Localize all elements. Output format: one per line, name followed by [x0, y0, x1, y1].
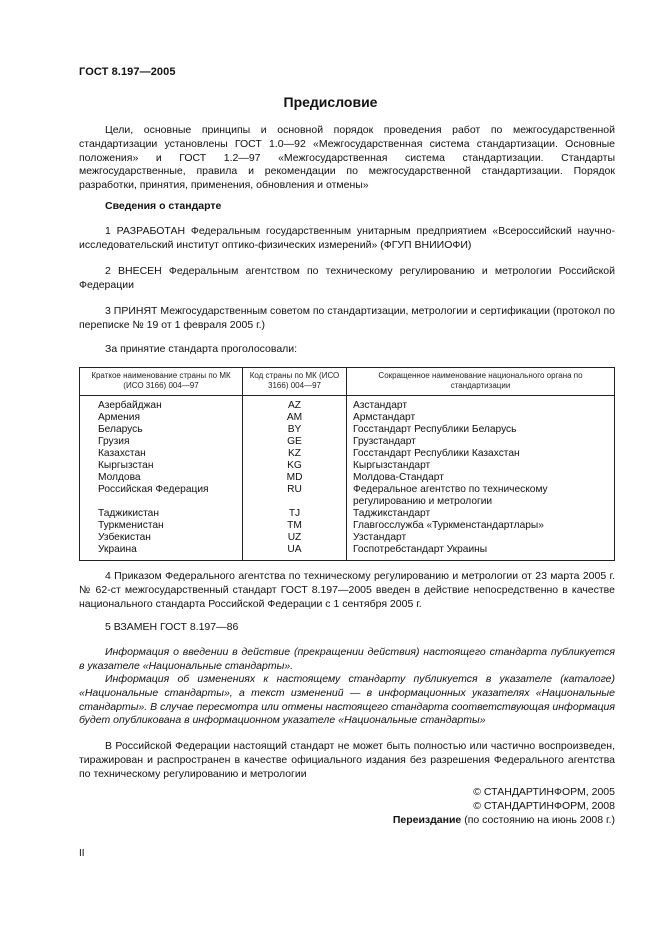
standards-body-cell: Таджикстандарт: [347, 508, 615, 520]
standards-body-cell: Федеральное агентство по техническому регулированию и метрологии: [347, 484, 615, 508]
country-name-cell: Узбекистан: [80, 532, 243, 544]
country-code-cell: RU: [243, 484, 347, 508]
table-row: [80, 424, 615, 436]
country-code-cell: UZ: [243, 532, 347, 544]
table-row: [80, 532, 615, 544]
table-row: [80, 412, 615, 424]
column-header: Краткое наименование страны по МК (ИСО 3166) 004—97: [80, 368, 243, 396]
country-name-cell: Казахстан: [80, 448, 243, 460]
table-row: [80, 396, 615, 413]
country-name-cell: Азербайджан: [80, 396, 243, 413]
standards-body-cell: Узстандарт: [347, 532, 615, 544]
country-code-cell: UA: [243, 544, 347, 561]
intro-paragraph: Цели, основные принципы и основной порядок проведения работ по межгосударственной стандартизации установлены ГОСТ 1.0—92 «Межгосударственная система стандартизации. Основные положения» и ГОСТ 1.2—97 «Межгосударственная система стандартизации. Стандарты межгосударственные, правила и рекомендации по межгосударственной стандартизации. Порядок разработки, принятия, применения, обновления и отмены»: [79, 124, 615, 192]
country-name-cell: Беларусь: [80, 424, 243, 436]
country-code-cell: AM: [243, 412, 347, 424]
item-2: 2 ВНЕСЕН Федеральным агентством по техническому регулированию и метрологии Российской Федерации: [79, 265, 615, 291]
standards-body-cell: Армстандарт: [347, 412, 615, 424]
page-number: II: [79, 848, 85, 859]
table-row: [80, 472, 615, 484]
country-code-cell: TM: [243, 520, 347, 532]
table-row: [80, 520, 615, 532]
section-heading: Сведения о стандарте: [105, 200, 222, 212]
country-name-cell: Российская Федерация: [80, 484, 243, 508]
country-name-cell: Кыргызстан: [80, 460, 243, 472]
column-header: Сокращенное наименование национального органа по стандартизации: [347, 368, 615, 396]
item-3: 3 ПРИНЯТ Межгосударственным советом по стандартизации, метрологии и сертификации (протокол по переписке № 19 от 1 февраля 2005 г.): [79, 305, 615, 331]
voted-line: За принятие стандарта проголосовали:: [105, 343, 298, 355]
country-code-cell: MD: [243, 472, 347, 484]
country-name-cell: Украина: [80, 544, 243, 561]
reissue-date: (по состоянию на июнь 2008 г.): [461, 814, 615, 826]
standards-body-cell: Госпотребстандарт Украины: [347, 544, 615, 561]
country-code-cell: KZ: [243, 448, 347, 460]
table-row: [80, 436, 615, 448]
page-title: Предисловие: [283, 94, 378, 110]
table-row: [80, 460, 615, 472]
reissue-label: Переиздание: [392, 814, 462, 826]
standards-body-cell: Главгосслужба «Туркменстандартлары»: [347, 520, 615, 532]
item-1: 1 РАЗРАБОТАН Федеральным государственным унитарным предприятием «Всероссийский научно-исследовательский институт оптико-физических измерений» (ФГУП ВНИИОФИ): [79, 225, 615, 251]
rights-paragraph: В Российской Федерации настоящий стандарт не может быть полностью или частично воспроизведен, тиражирован и распространен в качестве официального издания без разрешения Федерального агентства по техническому регулированию и метрологии: [79, 740, 615, 780]
table-row: [80, 544, 615, 561]
standards-body-cell: Госстандарт Республики Казахстан: [347, 448, 615, 460]
country-code-cell: AZ: [243, 396, 347, 413]
item-4: 4 Приказом Федерального агентства по техническому регулированию и метрологии от 23 марта 2005 г. № 62-ст межгосударственный стандарт ГОСТ 8.197—2005 введен в действие непосредственно в качестве национального стандарта Российской Федерации с 1 сентября 2005 г.: [79, 570, 615, 610]
table-row: [80, 484, 615, 508]
column-header: Код страны по МК (ИСО 3166) 004—97: [243, 368, 347, 396]
standards-body-cell: Госстандарт Республики Беларусь: [347, 424, 615, 436]
info-paragraph-1: Информация о введении в действие (прекращении действия) настоящего стандарта публикуется в указателе «Национальные стандарты».: [79, 646, 615, 672]
copyright-2005: © СТАНДАРТИНФОРМ, 2005: [473, 786, 615, 798]
standards-body-cell: Кыргызстандарт: [347, 460, 615, 472]
standards-body-cell: Молдова-Стандарт: [347, 472, 615, 484]
item-5: 5 ВЗАМЕН ГОСТ 8.197—86: [105, 621, 239, 633]
info-paragraph-2: Информация об изменениях к настоящему стандарту публикуется в указателе (каталоге) «Национальные стандарты», а текст изменений — в информационных указателях «Национальные стандарты». В случае пересмотра или отмены настоящего стандарта соответствующая информация будет опубликована в информационном указателе «Национальные стандарты»: [79, 673, 615, 727]
table-header-row: [80, 368, 615, 396]
reissue-line: [393, 814, 615, 828]
standards-body-cell: Грузстандарт: [347, 436, 615, 448]
country-code-cell: GE: [243, 436, 347, 448]
document-code: ГОСТ 8.197—2005: [79, 66, 176, 78]
country-code-cell: BY: [243, 424, 347, 436]
country-name-cell: Молдова: [80, 472, 243, 484]
voting-table: [79, 367, 615, 561]
country-name-cell: Армения: [80, 412, 243, 424]
country-name-cell: Таджикистан: [80, 508, 243, 520]
country-code-cell: TJ: [243, 508, 347, 520]
table-row: [80, 508, 615, 520]
country-name-cell: Грузия: [80, 436, 243, 448]
country-code-cell: KG: [243, 460, 347, 472]
table-row: [80, 448, 615, 460]
copyright-2008: © СТАНДАРТИНФОРМ, 2008: [473, 800, 615, 812]
standards-body-cell: Азстандарт: [347, 396, 615, 413]
country-name-cell: Туркменистан: [80, 520, 243, 532]
